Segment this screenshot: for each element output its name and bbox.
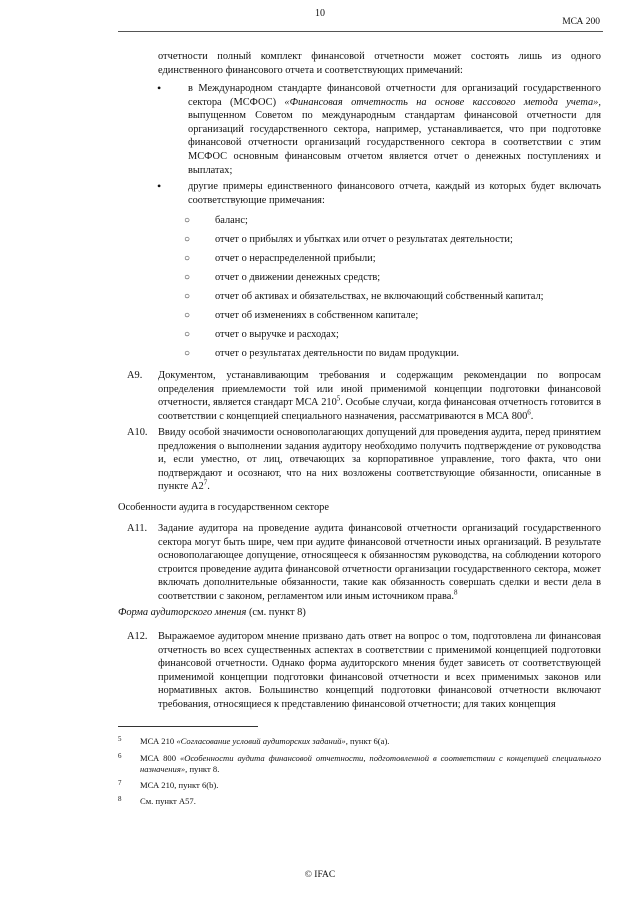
paragraph-number: А12. (127, 631, 148, 642)
paragraph-a10: Ввиду особой значимости основополагающих допущений для проведения аудита, перед принятием предложения о выполнении задания аудитору необходимо получить подтверждение от руководства и, если уместно, от лиц, отвечающих за корпоративное управление, того факта, что они подтверждают и осознают, что на них возложены соответствующие обязанности, описанные в пункте $А2^7$. (158, 427, 601, 493)
footnote-rule (118, 726, 258, 727)
circle-bullet-icon: ○ (184, 348, 191, 359)
header-rule (118, 31, 603, 32)
circle-bullet-icon: ○ (184, 272, 191, 283)
copyright-footer: © IFAC (304, 870, 336, 880)
list-item: отчет о нераспределенной прибыли; (215, 253, 376, 264)
list-item: отчет о выручке и расходах; (215, 329, 339, 340)
circle-bullet-icon: ○ (184, 215, 191, 226)
footnote: МСА 210 «Согласование условий аудиторских заданий», пункт 6(a). (140, 736, 390, 746)
list-item: отчет о прибылях и убытках или отчет о результатах деятельности; (215, 234, 513, 245)
section-heading: Особенности аудита в государственном секторе (118, 502, 329, 513)
paragraph-a11: Задание аудитора на проведение аудита финансовой отчетности организаций государственного сектора могут быть шире, чем при аудите финансовой отчетности иных организаций. В результате основополагающее допущение, относящееся к обязанностям руководства, на соблюдении которого строится проведение аудита финансовой отчетности организации государственного сектора, может включать дополнительные обязанности, такие как обязанность совершать сделки и вести дела в соответствии с законом, регламентом или иным источником права.$^8$ (158, 523, 601, 602)
list-item: отчет об изменениях в собственном капитале; (215, 310, 419, 321)
standard-code: МСА 200 (562, 17, 600, 27)
footnote-number: 8 (118, 795, 122, 803)
bullet-item: в Международном стандарте финансовой отчетности для организаций государственного сектора (МСФОС) «Финансовая отчетность на основе кассового метода учета», выпущенном Советом по международным стандартам финансовой отчетности для организаций государственного сектора, например, устанавливается, что при подготовке финансовой отчетности организаций государственного сектора в соответствии с этим МСФОС основным финансовым отчетом является отчет о денежных поступлениях и выплатах; (188, 83, 601, 176)
list-item: баланс; (215, 215, 248, 226)
footnote-number: 6 (118, 752, 122, 760)
paragraph-a12: Выражаемое аудитором мнение призвано дать ответ на вопрос о том, подготовлена ли финансовая отчетность во всех существенных аспектах в соответствии с применимой концепцией подготовки финансовой отчетности. Однако форма аудиторского мнения будет зависеть от соответствующей применимой концепции подготовки финансовой отчетности и всех применимых законов или нормативных актов. Большинство концепций подготовки финансовой отчетности включают требования, относящиеся к представлению финансовой отчетности; для таких концепция (158, 631, 601, 710)
footnote-number: 5 (118, 735, 122, 743)
circle-bullet-icon: ○ (184, 291, 191, 302)
footnote: МСА 800 «Особенности аудита финансовой отчетности, подготовленной в соответствии с концепцией специального назначения», пункт 8. (140, 753, 601, 774)
bullet-item: другие примеры единственного финансового отчета, каждый из которых будет включать соответствующие примечания: (188, 181, 601, 206)
section-heading: Форма аудиторского мнения (см. пункт 8) (118, 607, 306, 618)
circle-bullet-icon: ○ (184, 253, 191, 264)
circle-bullet-icon: ○ (184, 329, 191, 340)
bullet-icon: • (157, 81, 162, 95)
paragraph-number: А10. (127, 427, 148, 438)
circle-bullet-icon: ○ (184, 310, 191, 321)
list-item: отчет об активах и обязательствах, не включающий собственный капитал; (215, 291, 544, 302)
page-number: 10 (315, 8, 325, 19)
paragraph-number: А11. (127, 523, 148, 534)
footnote: См. пункт А57. (140, 796, 196, 806)
circle-bullet-icon: ○ (184, 234, 191, 245)
footnote-number: 7 (118, 779, 122, 787)
footnote: МСА 210, пункт 6(b). (140, 780, 219, 790)
list-item: отчет о результатах деятельности по видам продукции. (215, 348, 459, 359)
bullet-icon: • (157, 179, 162, 193)
intro-paragraph: отчетности полный комплект финансовой отчетности может состоять лишь из одного единственного финансового отчета и соответствующих примечаний: (158, 51, 601, 76)
paragraph-a9: Документом, устанавливающим требования и содержащим рекомендации по вопросам определения приемлемости той или иной применимой концепции подготовки финансовой отчетности, является стандарт МСА $210^5$. Особые случаи, когда финансовая отчетность готовится в соответствии с концепцией специального назначения, рассматриваются в МСА $800^6$. (158, 370, 601, 422)
list-item: отчет о движении денежных средств; (215, 272, 381, 283)
paragraph-number: А9. (127, 370, 143, 381)
